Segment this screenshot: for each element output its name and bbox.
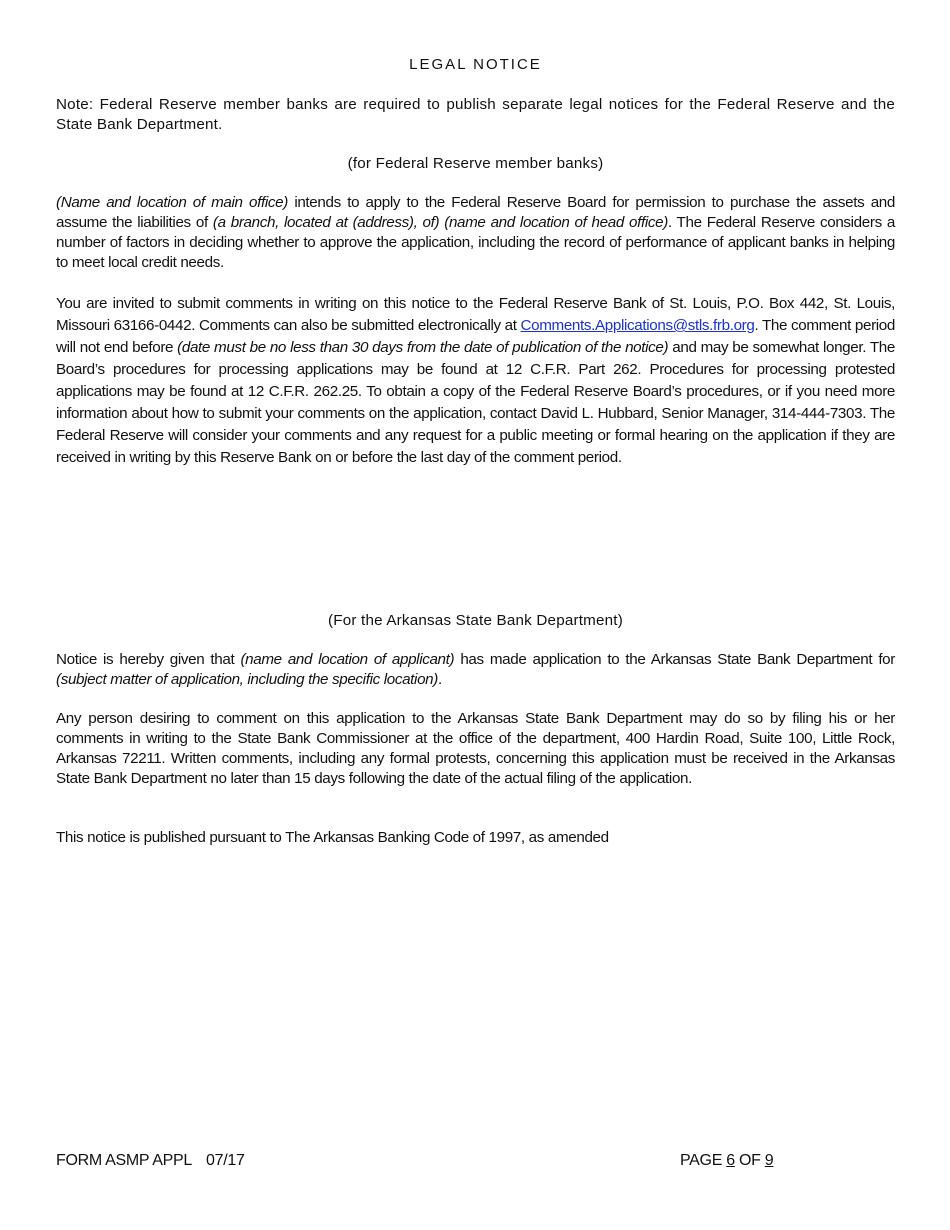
state-paragraph-1-text-a: Notice is hereby given that	[56, 651, 241, 668]
footer-form-name: FORM ASMP APPL	[56, 1152, 192, 1169]
page-title: LEGAL NOTICE	[409, 56, 542, 73]
footer-page-label: PAGE	[680, 1152, 727, 1169]
placeholder-applicant: (name and location of applicant)	[240, 651, 455, 668]
fed-paragraph-1-text-a: intends to apply to the Federal Reserve Board for permission to purchase the assets and assume the liabilities of	[56, 194, 895, 231]
comments-email-link[interactable]: Comments.Applications@stls.frb.org	[520, 317, 755, 334]
fed-paragraph-2-text-a: You are invited to submit comments in writing on this notice to the Federal Reserve Bank of St. Louis, P.O. Box 442, St. Louis, Missouri 63166-0442. Comments can also be submitted electronically at	[56, 295, 895, 334]
footer-page-current: 6	[726, 1152, 735, 1169]
fed-paragraph-2-text-b: . The comment period will not end before	[56, 317, 895, 356]
state-section-heading: (For the Arkansas State Bank Department)	[327, 612, 623, 629]
fed-paragraph-2-text-c: and may be somewhat longer. The Board’s procedures for processing applications may be found at 12 C.F.R. Part 262. Procedures for processing protested applications may be found at 12 C.F.R. 262.25. To obtain a copy of the Federal Reserve Board’s procedures, or if you need more information about how to submit your comments on the application, contact David L. Hubbard, Senior Manager, 314-444-7303. The Federal Reserve will consider your comments and any request for a public meeting or formal hearing on the application if they are received in writing by this Reserve Bank on or before the last day of the comment period.	[56, 339, 895, 466]
note-paragraph: Note: Federal Reserve member banks are required to publish separate legal notices for the Federal Reserve and the State Bank Department.	[56, 96, 895, 133]
state-paragraph-1-text-c: .	[437, 671, 442, 688]
footer-page-number	[680, 1152, 773, 1170]
state-paragraph-1	[56, 650, 895, 690]
footer-page-total: 9	[764, 1152, 774, 1169]
state-paragraph-2: Any person desiring to comment on this application to the Arkansas State Bank Department may do so by filing his or her comments in writing to the State Bank Commissioner at the office of the department, 400 Hardin Road, Suite 100, Little Rock, Arkansas 72211. Written comments, including any formal protests, concerning this application must be received in the Arkansas State Bank Department no later than 15 days following the date of the actual filing of the application.	[56, 710, 895, 787]
fed-section-heading: (for Federal Reserve member banks)	[347, 155, 604, 172]
placeholder-branch-head-office: (a branch, located at (address), of) (name and location of head office)	[212, 214, 668, 231]
footer-of-label: OF	[734, 1152, 765, 1169]
state-paragraph-3: This notice is published pursuant to The Arkansas Banking Code of 1997, as amended	[56, 829, 609, 846]
fed-paragraph-2	[56, 293, 895, 469]
footer-form-date: 07/17	[206, 1152, 245, 1169]
state-paragraph-1-text-b: has made application to the Arkansas State Bank Department for	[454, 651, 895, 668]
fed-paragraph-1	[56, 193, 895, 273]
footer-form-id	[56, 1152, 245, 1170]
placeholder-main-office: (Name and location of main office)	[56, 194, 288, 211]
fed-paragraph-1-text-b: . The Federal Reserve considers a number of factors in deciding whether to approve the application, including the record of performance of applicant banks in helping to meet local credit needs.	[56, 214, 895, 271]
placeholder-comment-date: (date must be no less than 30 days from the date of publication of the notice)	[177, 339, 669, 356]
placeholder-subject-matter: (subject matter of application, including the specific location)	[56, 671, 438, 688]
